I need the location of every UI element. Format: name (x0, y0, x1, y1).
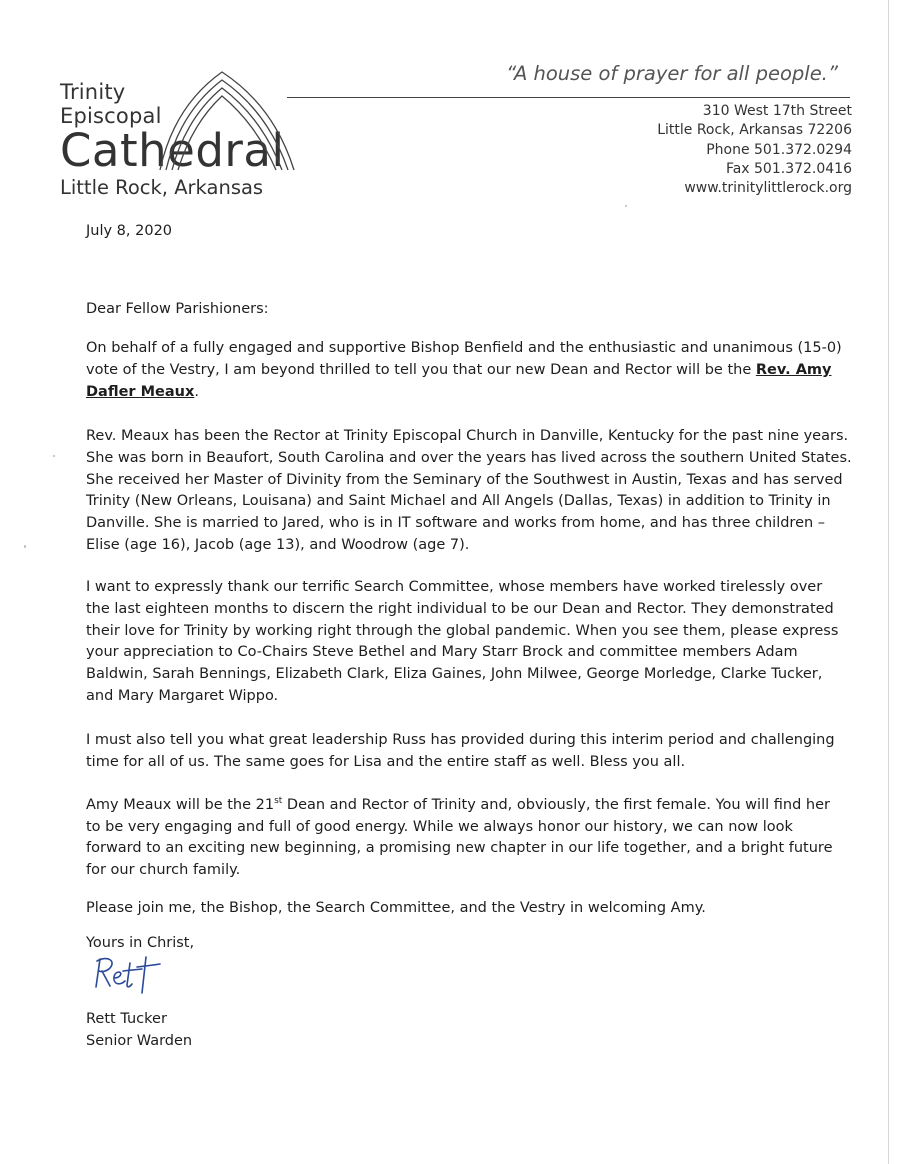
logo-line-trinity: Trinity (60, 80, 126, 104)
paragraph-future (86, 791, 833, 882)
scan-speck (625, 205, 627, 207)
scan-speck (53, 455, 55, 457)
logo-line-cathedral: Cathedral (60, 124, 285, 177)
motto-text: “A house of prayer for all people.” (506, 62, 838, 85)
signer-title: Senior Warden (86, 1032, 193, 1049)
paragraph-line (86, 382, 786, 404)
letter-date: July 8, 2020 (86, 223, 173, 239)
paragraph-line: their love for Trinity by working right through the global pandemic. When you see them, please express (86, 622, 839, 639)
paragraph-line: On behalf of a fully engaged and supportive Bishop Benfield and the enthusiastic and unanimous (15-0) (86, 340, 842, 356)
logo-line-episcopal: Episcopal (60, 104, 162, 128)
paragraph-welcome (86, 898, 786, 920)
ordinal-superscript: st (274, 796, 283, 806)
paragraph-line: She received her Master of Divinity from the Seminary of the Southwest in Austin, Texas and has served (86, 471, 843, 488)
paragraph-line: the last eighteen months to discern the right individual to be our Dean and Rector. They demonstrated (86, 600, 834, 617)
paragraph-interim-thanks (86, 730, 835, 774)
signer-name: Rett Tucker (86, 1011, 167, 1027)
scan-speck (24, 545, 26, 548)
paragraph-line: time for all of us. The same goes for Lisa and the entire staff as well. Bless you all. (86, 753, 686, 770)
rector-name-emphasis: Dafler Meaux (86, 383, 195, 400)
paragraph-line: to be very engaging and full of good energy. While we always honor our history, we can now look (86, 818, 793, 835)
paragraph-line: I want to expressly thank our terrific Search Committee, whose members have worked tirelessly over (86, 579, 823, 595)
paragraph-line: Rev. Meaux has been the Rector at Trinity Episcopal Church in Danville, Kentucky for the past nine years. (86, 428, 849, 444)
paragraph-line: Danville. She is married to Jared, who is in IT software and works from home, and has three children – (86, 515, 826, 532)
paragraph-line: and Mary Margaret Wippo. (86, 687, 279, 704)
paragraph-line: I must also tell you what great leadership Russ has provided during this interim period and challenging (86, 732, 835, 748)
logo-line-location: Little Rock, Arkansas (60, 176, 264, 199)
paragraph-text: Amy Meaux will be the 21 (86, 796, 275, 813)
paragraph-text: Dean and Rector of Trinity and, obviously, the first female. You will find her (282, 796, 830, 813)
paragraph-search-committee (86, 577, 839, 708)
paragraph-line (86, 791, 830, 817)
paragraph-line: Please join me, the Bishop, the Search Committee, and the Vestry in welcoming Amy. (86, 900, 706, 916)
letter-salutation: Dear Fellow Parishioners: (86, 301, 269, 317)
address-phone: Phone 501.372.0294 (706, 141, 852, 158)
address-city: Little Rock, Arkansas 72206 (657, 122, 852, 139)
paragraph-announcement (86, 338, 842, 403)
paragraph-line: for our church family. (86, 862, 241, 879)
paragraph-biography (86, 426, 852, 557)
paragraph-line (86, 360, 832, 382)
paragraph-line: Baldwin, Sarah Bennings, Elizabeth Clark, Eliza Gaines, John Milwee, George Morledge, Clarke Tucker, (86, 666, 823, 683)
paragraph-line: your appreciation to Co-Chairs Steve Bethel and Mary Starr Brock and committee members Adam (86, 644, 798, 661)
address-fax: Fax 501.372.0416 (725, 160, 852, 177)
paragraph-text: vote of the Vestry, I am beyond thrilled to tell you that our new Dean and Rector will be the (86, 361, 756, 378)
paragraph-line: Elise (age 16), Jacob (age 13), and Woodrow (age 7). (86, 536, 470, 553)
gothic-arch-icon (156, 66, 301, 176)
signer-block (86, 1009, 192, 1053)
paragraph-line: Trinity (New Orleans, Louisana) and Saint Michael and All Angels (Dallas, Texas) in addition to Trinity in (86, 493, 831, 510)
paragraph-line: She was born in Beaufort, South Carolina and over the years has lived across the southern United States. (86, 449, 852, 466)
contact-address-block (657, 102, 852, 198)
address-street: 310 West 17th Street (702, 103, 852, 119)
page-edge-line (888, 0, 889, 1164)
paragraph-line: forward to an exciting new beginning, a promising new chapter in our life together, and a bright future (86, 840, 833, 857)
letter-closing: Yours in Christ, (86, 935, 195, 951)
rector-name-emphasis: Rev. Amy (755, 361, 832, 378)
address-website: www.trinitylittlerock.org (684, 180, 852, 197)
handwritten-signature (90, 953, 170, 997)
header-divider (287, 97, 850, 98)
paragraph-text: . (194, 383, 199, 400)
